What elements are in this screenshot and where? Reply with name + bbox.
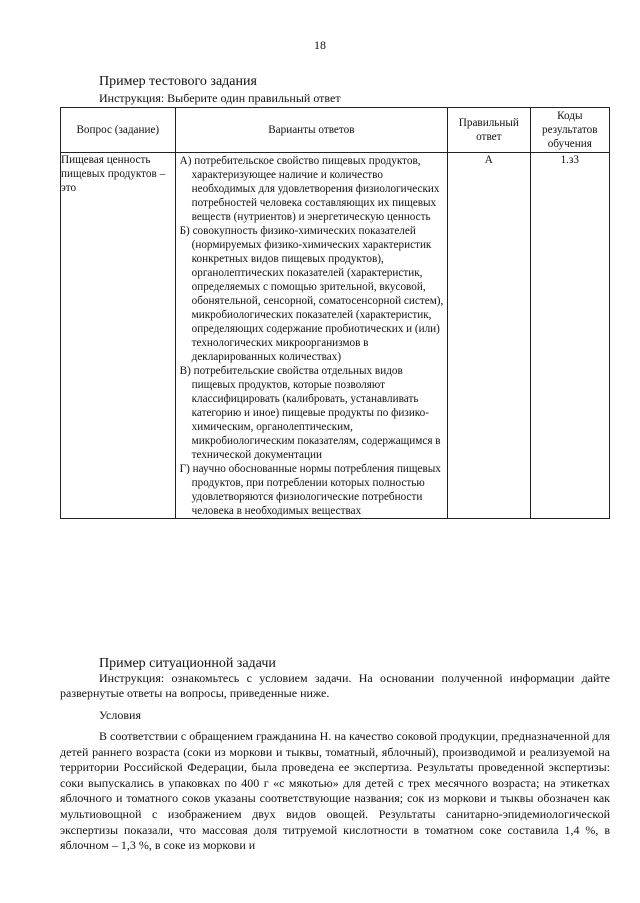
result-code-cell: 1.з3 <box>530 153 609 519</box>
header-correct-answer: Правильный ответ <box>448 108 530 153</box>
options-cell <box>175 153 447 519</box>
header-result-codes: Коды результатов обучения <box>530 108 609 153</box>
test-instruction: Инструкция: Выберите один правильный ответ <box>99 91 341 105</box>
question-cell: Пищевая ценность пищевых продуктов – это <box>61 153 176 519</box>
option-a: А) потребительское свойство пищевых продуктов, характеризующее наличие и количество необходимых для удовлетворения физиологических потребностей человека составляющих их пищевых веществ (нутриентов) и энергетическую ценность <box>179 155 440 223</box>
option-d: Г) научно обоснованные нормы потребления пищевых продуктов, при потреблении которых полностью удовлетворяются физиологические потребности человека в необходимых веществах <box>179 463 441 517</box>
page-number: 18 <box>314 38 326 52</box>
header-question: Вопрос (задание) <box>61 108 176 153</box>
option-c: В) потребительские свойства отдельных видов пищевых продуктов, которые позволяют классифицировать (калибровать, устанавливать категорию и иное) пищевые продукты по физико-химическим, органолептическим, микробиологическим показателям, содержащимся в технической документации <box>179 365 441 461</box>
option-b: Б) совокупность физико-химических показателей (нормируемых физико-химических характеристик конкретных видов пищевых продуктов), органолептических показателей (характеристик, определяемых с помощью зрительной, вкусовой, обонятельной, сенсорной, соматосенсорной систем), микробиологических показателей (характеристик, определяющих содержание пробиотических и (или) технологических микроорганизмов в декларированных количествах) <box>179 225 444 363</box>
conditions-text: В соответствии с обращением гражданина Н. на качество соковой продукции, предназначенной для детей раннего возраста (соки из моркови и тыквы, томатный, яблочный), производимой и реализуемой на территории Российской Федерации, была проведена ее экспертиза. Результаты проведенной экспертизы: соки выпускались в упаковках по 400 г «с мякотью» для детей с трех месячного возраста; на этикетках яблочного и томатного соков указаны соответствующие названия; сок из моркови и тыквы обозначен как мультиовощной с изображением двух видов овощей. Результаты санитарно-эпидемиологической экспертизы показали, что массовая доля титруемой кислотности в томатном соке составила 1,4 %, в яблочном – 1,3 %, в соке из моркови и <box>60 729 610 853</box>
test-example-title: Пример тестового задания <box>99 74 257 89</box>
situational-example-title: Пример ситуационной задачи <box>99 656 276 671</box>
table-row <box>61 153 610 519</box>
test-task-table <box>60 107 610 519</box>
conditions-label: Условия <box>99 708 141 722</box>
correct-answer-cell: А <box>448 153 530 519</box>
table-header-row <box>61 108 610 153</box>
header-options: Варианты ответов <box>175 108 447 153</box>
situational-instruction: Инструкция: ознакомьтесь с условием задачи. На основании полученной информации дайте развернутые ответы на вопросы, приведенные ниже. <box>60 671 610 700</box>
